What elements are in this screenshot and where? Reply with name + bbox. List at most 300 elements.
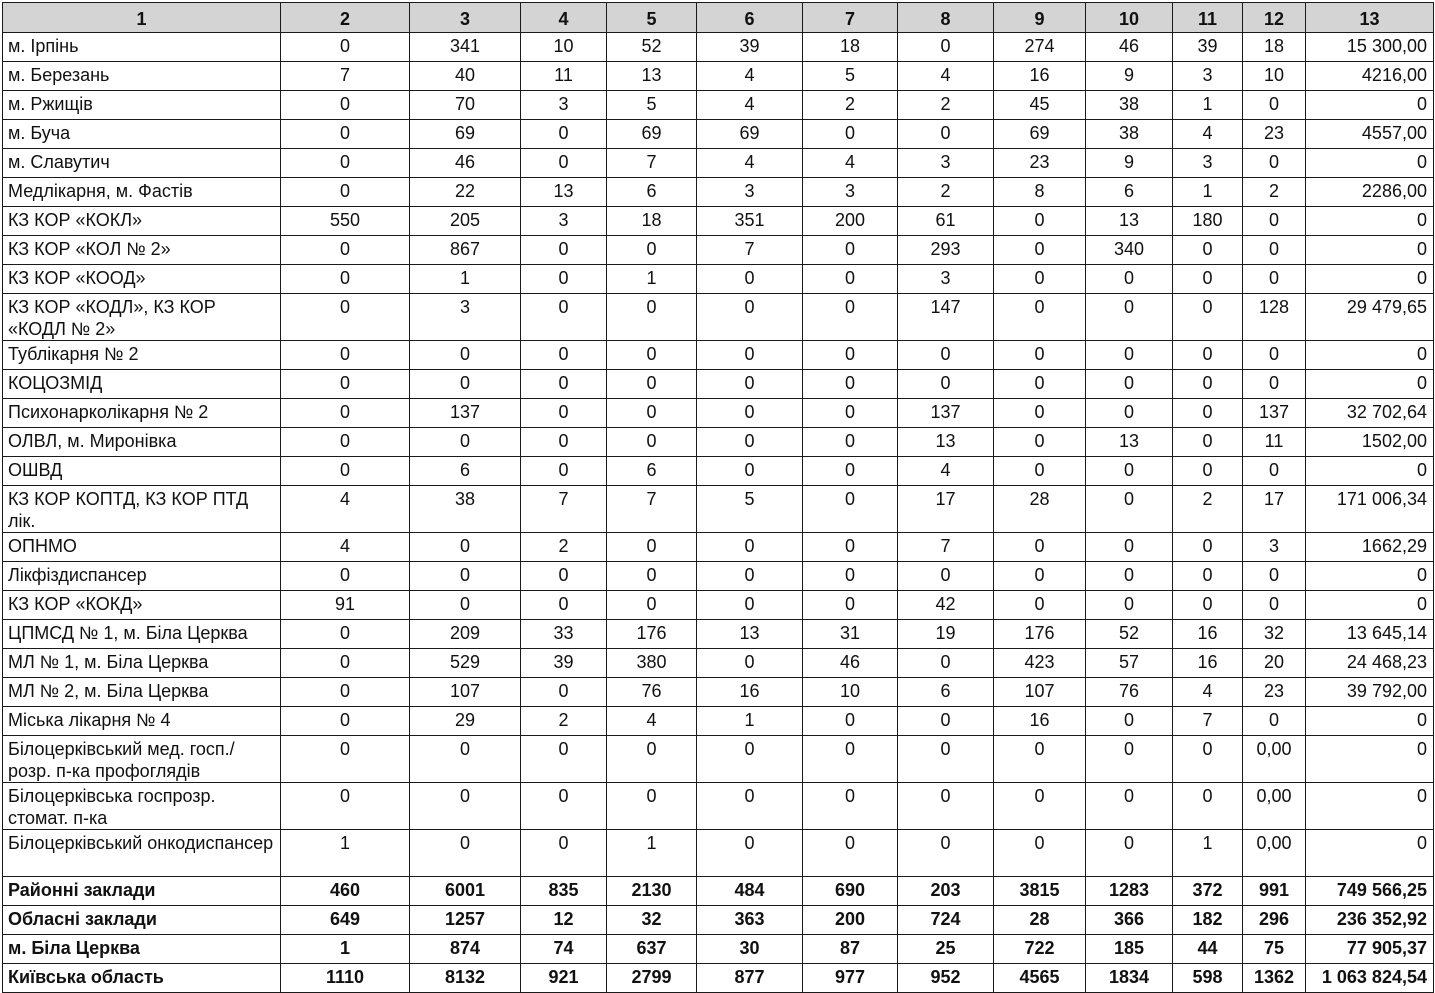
table-cell: 10 [803,678,898,707]
table-cell: 91 [281,591,410,620]
row-label: Психонарколікарня № 2 [3,399,281,428]
table-cell: 0 [521,370,607,399]
table-row [3,294,1434,341]
table-cell: 3 [1173,149,1243,178]
table-cell: 10 [521,33,607,62]
table-cell: 0 [521,236,607,265]
table-cell: 7 [281,62,410,91]
table-cell: 0 [1173,399,1243,428]
table-row [3,707,1434,736]
table-cell: 76 [1086,678,1173,707]
table-cell: 0 [803,830,898,877]
table-cell: 380 [607,649,697,678]
table-row [3,964,1434,993]
table-cell: 203 [898,877,994,906]
table-cell: 0 [410,341,521,370]
table-cell: 24 468,23 [1306,649,1434,678]
table-cell: 0 [697,591,803,620]
table-cell: 341 [410,33,521,62]
table-cell: 0 [1086,736,1173,783]
table-cell: 363 [697,906,803,935]
table-cell: 205 [410,207,521,236]
table-cell: 0 [1086,830,1173,877]
table-cell: 0 [803,236,898,265]
table-cell: 0 [697,428,803,457]
table-cell: 0 [803,783,898,830]
table-cell: 0 [1173,591,1243,620]
row-label: Лікфіздиспансер [3,562,281,591]
row-label: КЗ КОР КОПТД, КЗ КОР ПТД лік. [3,486,281,533]
table-cell: 598 [1173,964,1243,993]
table-cell: 0 [994,736,1086,783]
table-cell: 0 [281,265,410,294]
table-row [3,486,1434,533]
table-cell: 1834 [1086,964,1173,993]
column-header: 7 [803,3,898,33]
table-cell: 1662,29 [1306,533,1434,562]
table-cell: 0 [1306,91,1434,120]
table-cell: 2130 [607,877,697,906]
table-cell: 0 [803,707,898,736]
table-cell: 0 [1173,294,1243,341]
table-cell: 0 [697,783,803,830]
table-cell: 39 [521,649,607,678]
table-cell: 4 [1173,120,1243,149]
table-cell: 45 [994,91,1086,120]
row-label: м. Біла Церква [3,935,281,964]
table-cell: 0 [607,562,697,591]
table-cell: 13 [1086,207,1173,236]
table-cell: 649 [281,906,410,935]
row-label: м. Ржищів [3,91,281,120]
table-cell: 77 905,37 [1306,935,1434,964]
table-cell: 137 [1243,399,1306,428]
table-row [3,457,1434,486]
table-cell: 0 [898,562,994,591]
table-cell: 0 [521,783,607,830]
table-cell: 977 [803,964,898,993]
table-cell: 3 [697,178,803,207]
table-cell: 0 [410,533,521,562]
table-row [3,207,1434,236]
table-cell: 1283 [1086,877,1173,906]
table-cell: 1 [410,265,521,294]
table-row [3,370,1434,399]
table-cell: 0 [281,707,410,736]
table-cell: 0 [1306,236,1434,265]
table-cell: 0 [803,486,898,533]
table-cell: 13 [697,620,803,649]
table-cell: 16 [994,707,1086,736]
table-cell: 877 [697,964,803,993]
table-cell: 0 [1086,294,1173,341]
table-cell: 0 [898,707,994,736]
table-cell: 4557,00 [1306,120,1434,149]
table-cell: 0 [521,562,607,591]
table-cell: 0 [521,399,607,428]
table-cell: 107 [410,678,521,707]
table-cell: 69 [994,120,1086,149]
table-cell: 44 [1173,935,1243,964]
table-cell: 0 [697,457,803,486]
table-cell: 4 [697,91,803,120]
table-cell: 0 [898,370,994,399]
table-cell: 0,00 [1243,783,1306,830]
table-cell: 7 [697,236,803,265]
table-cell: 0 [803,399,898,428]
table-cell: 0 [697,533,803,562]
table-cell: 0 [607,236,697,265]
table-cell: 1 [281,935,410,964]
table-cell: 32 [607,906,697,935]
table-cell: 0 [1086,562,1173,591]
table-cell: 0 [1086,486,1173,533]
row-label: Білоцерківський мед. госп./ розр. п-ка профоглядів [3,736,281,783]
table-cell: 16 [697,678,803,707]
table-cell: 0 [281,457,410,486]
table-cell: 6 [410,457,521,486]
table-cell: 28 [994,486,1086,533]
table-row [3,678,1434,707]
table-cell: 33 [521,620,607,649]
table-cell: 3 [521,91,607,120]
table-cell: 0 [898,783,994,830]
table-cell: 2 [1173,486,1243,533]
table-cell: 0 [1306,736,1434,783]
table-cell: 0 [1306,830,1434,877]
table-cell: 4 [281,533,410,562]
table-cell: 0 [1243,91,1306,120]
table-cell: 39 [697,33,803,62]
row-label: КЗ КОР «КООД» [3,265,281,294]
table-cell: 5 [803,62,898,91]
table-cell: 4 [803,149,898,178]
row-label: м. Буча [3,120,281,149]
table-cell: 0 [521,120,607,149]
table-cell: 0 [607,370,697,399]
column-header: 11 [1173,3,1243,33]
column-header: 10 [1086,3,1173,33]
table-cell: 70 [410,91,521,120]
table-cell: 0 [410,562,521,591]
table-cell: 0 [1306,341,1434,370]
table-body [3,33,1434,993]
table-cell: 0 [1086,783,1173,830]
table-cell: 182 [1173,906,1243,935]
table-cell: 87 [803,935,898,964]
column-header: 2 [281,3,410,33]
table-cell: 0 [697,294,803,341]
table-cell: 0 [410,428,521,457]
table-cell: 0 [803,341,898,370]
table-cell: 0 [803,428,898,457]
row-label: м. Березань [3,62,281,91]
table-cell: 0 [803,562,898,591]
table-row [3,783,1434,830]
table-cell: 1257 [410,906,521,935]
table-cell: 3 [898,149,994,178]
table-cell: 185 [1086,935,1173,964]
table-cell: 0 [410,783,521,830]
table-cell: 16 [1173,649,1243,678]
table-cell: 0 [898,120,994,149]
table-cell: 0 [1243,265,1306,294]
table-cell: 0 [898,33,994,62]
row-label: ОПНМО [3,533,281,562]
column-header: 1 [3,3,281,33]
table-cell: 0 [994,457,1086,486]
table-cell: 0,00 [1243,736,1306,783]
table-cell: 0 [898,649,994,678]
table-cell: 17 [1243,486,1306,533]
table-cell: 18 [803,33,898,62]
table-cell: 0 [410,830,521,877]
table-cell: 10 [1243,62,1306,91]
table-cell: 0 [521,428,607,457]
table-cell: 4 [1173,678,1243,707]
table-cell: 0 [1243,562,1306,591]
row-label: ОШВД [3,457,281,486]
column-header: 12 [1243,3,1306,33]
table-cell: 69 [697,120,803,149]
table-cell: 38 [410,486,521,533]
table-cell: 1 [1173,91,1243,120]
table-cell: 4 [281,486,410,533]
table-cell: 0 [803,265,898,294]
table-cell: 3 [1173,62,1243,91]
table-cell: 137 [410,399,521,428]
table-cell: 0 [1306,370,1434,399]
table-cell: 0 [281,649,410,678]
table-cell: 176 [994,620,1086,649]
table-cell: 0 [994,294,1086,341]
table-cell: 0 [803,120,898,149]
table-cell: 69 [607,120,697,149]
table-cell: 0 [281,178,410,207]
table-cell: 39 [1173,33,1243,62]
column-header: 9 [994,3,1086,33]
table-cell: 4 [607,707,697,736]
table-cell: 15 300,00 [1306,33,1434,62]
table-cell: 296 [1243,906,1306,935]
table-cell: 2 [521,707,607,736]
row-label: Обласні заклади [3,906,281,935]
column-header: 6 [697,3,803,33]
table-cell: 0 [994,236,1086,265]
table-cell: 921 [521,964,607,993]
table-cell: 0 [521,736,607,783]
table-cell: 952 [898,964,994,993]
table-cell: 69 [410,120,521,149]
table-cell: 0 [1173,783,1243,830]
table-cell: 0 [697,736,803,783]
table-cell: 2 [803,91,898,120]
table-cell: 0 [803,533,898,562]
table-cell: 0 [1306,207,1434,236]
table-cell: 0 [607,591,697,620]
table-row [3,649,1434,678]
table-cell: 30 [697,935,803,964]
table-cell: 724 [898,906,994,935]
table-cell: 991 [1243,877,1306,906]
table-cell: 0 [994,428,1086,457]
table-row [3,533,1434,562]
table-cell: 0 [1306,707,1434,736]
row-label: МЛ № 1, м. Біла Церква [3,649,281,678]
row-label: м. Ірпінь [3,33,281,62]
table-cell: 75 [1243,935,1306,964]
table-row [3,62,1434,91]
table-cell: 0 [281,736,410,783]
table-cell: 0 [1306,149,1434,178]
row-label: МЛ № 2, м. Біла Церква [3,678,281,707]
column-header: 5 [607,3,697,33]
table-cell: 274 [994,33,1086,62]
table-cell: 0 [1243,370,1306,399]
table-cell: 6001 [410,877,521,906]
table-row [3,91,1434,120]
table-cell: 1362 [1243,964,1306,993]
table-row [3,178,1434,207]
table-cell: 293 [898,236,994,265]
table-cell: 690 [803,877,898,906]
table-cell: 0 [994,207,1086,236]
table-cell: 0 [994,341,1086,370]
table-cell: 0 [1243,207,1306,236]
table-cell: 0 [410,591,521,620]
table-cell: 0 [994,562,1086,591]
table-cell: 0 [994,591,1086,620]
table-cell: 39 792,00 [1306,678,1434,707]
table-row [3,591,1434,620]
table-cell: 0 [1086,707,1173,736]
table-cell: 0 [281,783,410,830]
table-cell: 52 [607,33,697,62]
table-cell: 137 [898,399,994,428]
table-cell: 7 [521,486,607,533]
table-cell: 1 [281,830,410,877]
table-cell: 0 [521,149,607,178]
table-cell: 1 [697,707,803,736]
table-cell: 0 [697,562,803,591]
table-cell: 38 [1086,91,1173,120]
table-cell: 0 [1086,370,1173,399]
row-label: Медлікарня, м. Фастів [3,178,281,207]
table-cell: 11 [521,62,607,91]
table-cell: 0 [803,736,898,783]
table-cell: 366 [1086,906,1173,935]
table-cell: 0 [521,457,607,486]
table-cell: 52 [1086,620,1173,649]
table-cell: 0 [1086,341,1173,370]
table-cell: 0 [1243,341,1306,370]
table-cell: 1502,00 [1306,428,1434,457]
table-cell: 2 [898,178,994,207]
row-label: Міська лікарня № 4 [3,707,281,736]
table-cell: 13 [521,178,607,207]
table-cell: 0 [803,370,898,399]
table-cell: 0 [281,294,410,341]
table-cell: 460 [281,877,410,906]
table-row [3,935,1434,964]
table-cell: 0 [697,399,803,428]
table-cell: 23 [1243,120,1306,149]
table-cell: 4 [697,149,803,178]
table-cell: 46 [410,149,521,178]
table-cell: 0 [607,294,697,341]
table-cell: 7 [607,149,697,178]
table-cell: 0 [1243,457,1306,486]
table-cell: 0 [281,620,410,649]
table-cell: 0 [1086,591,1173,620]
table-cell: 7 [1173,707,1243,736]
table-row [3,620,1434,649]
table-cell: 0 [697,649,803,678]
table-cell: 6 [1086,178,1173,207]
table-row [3,562,1434,591]
table-cell: 7 [898,533,994,562]
table-cell: 128 [1243,294,1306,341]
table-cell: 0 [803,591,898,620]
table-cell: 835 [521,877,607,906]
table-cell: 529 [410,649,521,678]
table-cell: 19 [898,620,994,649]
table-cell: 3 [803,178,898,207]
table-cell: 16 [1173,620,1243,649]
table-cell: 28 [994,906,1086,935]
row-label: Тублікарня № 2 [3,341,281,370]
header-row [3,3,1434,33]
row-label: КЗ КОР «КОКЛ» [3,207,281,236]
table-cell: 0,00 [1243,830,1306,877]
table-cell: 351 [697,207,803,236]
table-cell: 0 [1243,591,1306,620]
table-cell: 42 [898,591,994,620]
row-label: КЗ КОР «КОЛ № 2» [3,236,281,265]
table-cell: 0 [281,370,410,399]
table-cell: 0 [521,830,607,877]
table-cell: 0 [898,341,994,370]
table-cell: 0 [410,736,521,783]
data-table [2,2,1434,993]
table-row [3,265,1434,294]
table-cell: 13 645,14 [1306,620,1434,649]
table-cell: 20 [1243,649,1306,678]
row-label: ОЛВЛ, м. Миронівка [3,428,281,457]
table-cell: 0 [994,783,1086,830]
table-cell: 18 [607,207,697,236]
table-cell: 0 [1306,265,1434,294]
table-cell: 0 [1243,149,1306,178]
table-cell: 0 [1173,736,1243,783]
table-row [3,236,1434,265]
table-cell: 0 [803,294,898,341]
table-cell: 9 [1086,62,1173,91]
table-cell: 0 [281,236,410,265]
table-cell: 12 [521,906,607,935]
table-cell: 749 566,25 [1306,877,1434,906]
table-row [3,341,1434,370]
table-cell: 0 [607,341,697,370]
table-cell: 200 [803,207,898,236]
table-cell: 5 [607,91,697,120]
table-cell: 0 [1306,591,1434,620]
table-cell: 18 [1243,33,1306,62]
table-row [3,33,1434,62]
table-cell: 2286,00 [1306,178,1434,207]
table-cell: 0 [281,91,410,120]
table-cell: 0 [994,265,1086,294]
